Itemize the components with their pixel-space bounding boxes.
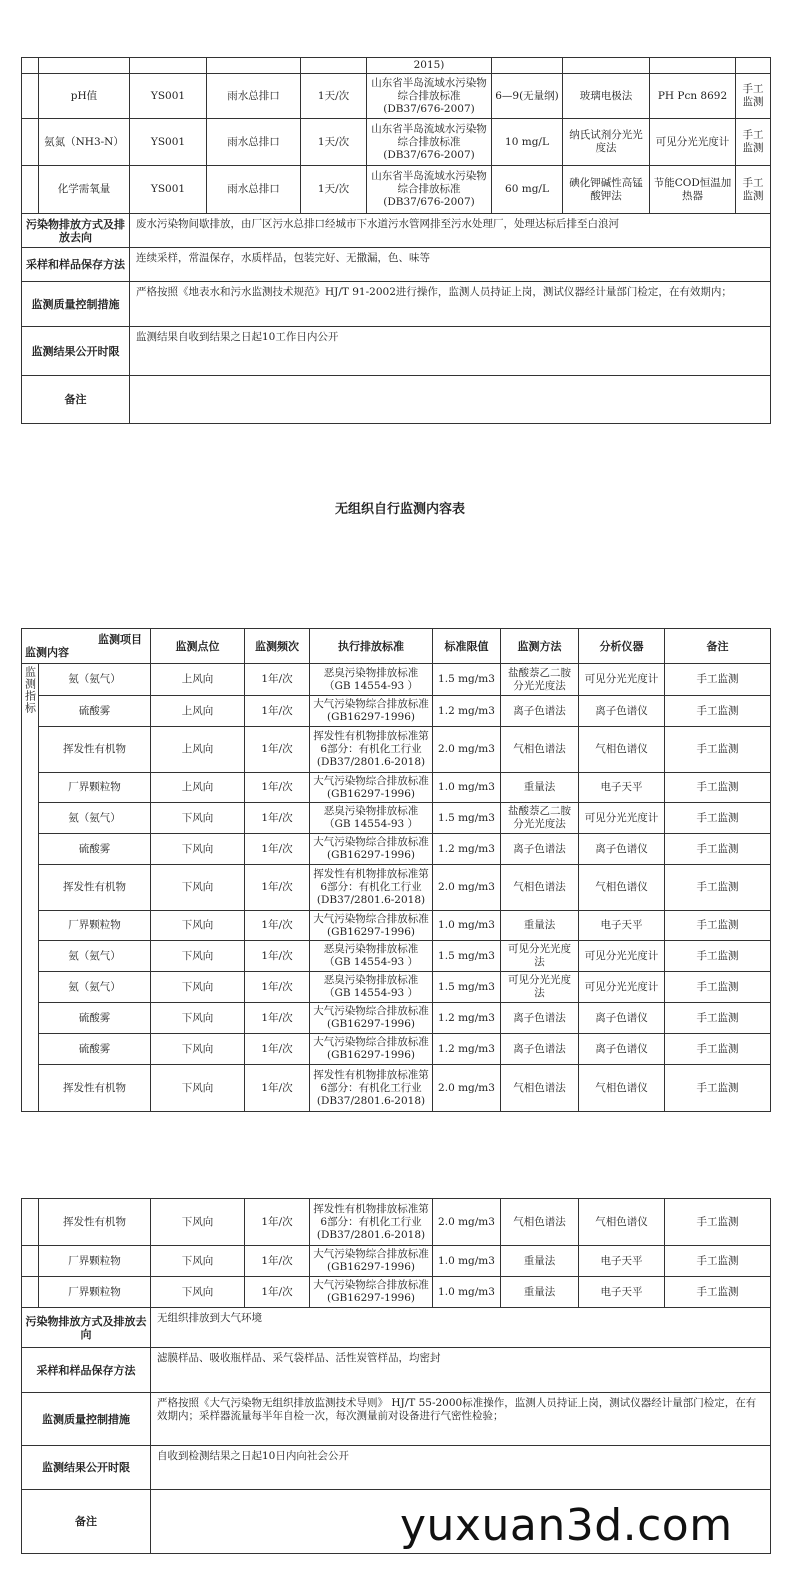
location-cell: 下风向: [151, 1246, 245, 1277]
standard-cell: 恶臭污染物排放标准（GB 14554-93 ）: [310, 803, 433, 834]
info-label: 监测结果公开时限: [22, 327, 130, 376]
location-cell: 下风向: [151, 1277, 245, 1308]
info-row: [22, 327, 771, 376]
limit-cell: 2.0 mg/m3: [433, 1199, 501, 1246]
standard-cell: 大气污染物综合排放标准(GB16297-1996): [310, 1034, 433, 1065]
instrument-cell: 可见分光光度计: [579, 941, 665, 972]
item-cell: 挥发性有机物: [39, 1199, 151, 1246]
standard-cell: 大气污染物综合排放标准(GB16297-1996): [310, 696, 433, 727]
frequency-cell: 1年/次: [245, 727, 310, 773]
standard-cell: 挥发性有机物排放标准第6部分：有机化工行业(DB37/2801.6-2018): [310, 1065, 433, 1112]
method-cell: 离子色谱法: [501, 834, 579, 865]
standard-cell: 大气污染物综合排放标准(GB16297-1996): [310, 773, 433, 803]
standard-cell: 大气污染物综合排放标准(GB16297-1996): [310, 1003, 433, 1034]
limit-cell: 1.5 mg/m3: [433, 664, 501, 696]
item-cell: 挥发性有机物: [39, 865, 151, 911]
instrument-cell: 气相色谱仪: [579, 727, 665, 773]
side-label: [22, 664, 39, 1112]
note-cell: 手工监测: [665, 1003, 771, 1034]
table-row: [22, 803, 771, 834]
side-label-text: 监测指标: [23, 666, 37, 714]
method-cell: 气相色谱法: [501, 1199, 579, 1246]
info-row: [22, 282, 771, 327]
standard-cell: 大气污染物综合排放标准(GB16297-1996): [310, 834, 433, 865]
info-row: [22, 1393, 771, 1446]
method-cell: 纳氏试剂分光光度法: [563, 119, 650, 166]
instrument-cell: 可见分光光度计: [579, 803, 665, 834]
info-row: [22, 248, 771, 282]
table-row: [22, 58, 771, 74]
table-row: [22, 664, 771, 696]
note-cell: 手工监测: [665, 664, 771, 696]
limit-cell: 6—9(无量纲): [492, 74, 563, 119]
item-cell: 氨氮（NH3-N）: [39, 119, 130, 166]
limit-cell: 2.0 mg/m3: [433, 1065, 501, 1112]
info-label: 备注: [22, 376, 130, 424]
location-cell: 下风向: [151, 834, 245, 865]
fugitive-monitoring-table: [21, 628, 771, 1112]
table-header-row: [22, 629, 771, 664]
header-method: 监测方法: [501, 629, 579, 664]
method-cell: 盐酸萘乙二胺分光光度法: [501, 803, 579, 834]
note-cell: 手工监测: [665, 865, 771, 911]
location-cell: 雨水总排口: [207, 119, 301, 166]
table-row: [22, 941, 771, 972]
limit-cell: 1.2 mg/m3: [433, 1003, 501, 1034]
note-cell: 手工监测: [665, 803, 771, 834]
standard-cell: 恶臭污染物排放标准（GB 14554-93 ）: [310, 941, 433, 972]
note-cell: 手工监测: [665, 773, 771, 803]
mode-cell: 手工监测: [736, 119, 771, 166]
location-cell: 下风向: [151, 1065, 245, 1112]
table-row: [22, 696, 771, 727]
item-cell: 厂界颗粒物: [39, 1246, 151, 1277]
limit-cell: 2.0 mg/m3: [433, 865, 501, 911]
info-label: 监测质量控制措施: [22, 1393, 151, 1446]
info-row: [22, 1308, 771, 1348]
limit-cell: 1.5 mg/m3: [433, 972, 501, 1003]
instrument-cell: 气相色谱仪: [579, 1199, 665, 1246]
info-label: 采样和样品保存方法: [22, 248, 130, 282]
info-value: 连续采样，常温保存，水质样品，包装完好、无撒漏，色、味等: [130, 248, 771, 282]
frequency-cell: 1年/次: [245, 664, 310, 696]
note-cell: 手工监测: [665, 1065, 771, 1112]
limit-cell: 1.2 mg/m3: [433, 834, 501, 865]
standard-cell: 山东省半岛流域水污染物综合排放标准(DB37/676-2007): [367, 74, 492, 119]
table-row: [22, 834, 771, 865]
info-value: 监测结果自收到结果之日起10工作日内公开: [130, 327, 771, 376]
item-cell: pH值: [39, 74, 130, 119]
header-location: 监测点位: [151, 629, 245, 664]
header-frequency: 监测频次: [245, 629, 310, 664]
frequency-cell: 1年/次: [245, 803, 310, 834]
instrument-cell: 可见分光光度计: [579, 664, 665, 696]
info-label: 采样和样品保存方法: [22, 1348, 151, 1393]
header-note: 备注: [665, 629, 771, 664]
item-cell: 氨（氨气）: [39, 664, 151, 696]
standard-cell: 大气污染物综合排放标准(GB16297-1996): [310, 1246, 433, 1277]
note-cell: 手工监测: [665, 1199, 771, 1246]
location-cell: 下风向: [151, 1199, 245, 1246]
location-cell: 下风向: [151, 1034, 245, 1065]
method-cell: 碘化钾碱性高锰酸钾法: [563, 166, 650, 214]
section-title: 无组织自行监测内容表: [334, 502, 465, 517]
note-cell: 手工监测: [665, 834, 771, 865]
fugitive-table-body: [22, 664, 771, 1112]
limit-cell: 1.0 mg/m3: [433, 1246, 501, 1277]
method-cell: 气相色谱法: [501, 727, 579, 773]
info-label: 监测结果公开时限: [22, 1446, 151, 1490]
method-cell: 气相色谱法: [501, 865, 579, 911]
header-item-top: 监测项目: [98, 633, 142, 646]
standard-cell: 挥发性有机物排放标准第6部分：有机化工行业(DB37/2801.6-2018): [310, 1199, 433, 1246]
limit-cell: 10 mg/L: [492, 119, 563, 166]
method-cell: 气相色谱法: [501, 1065, 579, 1112]
limit-cell: 60 mg/L: [492, 166, 563, 214]
instrument-cell: 节能COD恒温加热器: [650, 166, 736, 214]
info-row: [22, 214, 771, 248]
note-cell: 手工监测: [665, 1277, 771, 1308]
standard-cell: 山东省半岛流域水污染物综合排放标准(DB37/676-2007): [367, 119, 492, 166]
frequency-cell: 1年/次: [245, 696, 310, 727]
instrument-cell: 离子色谱仪: [579, 696, 665, 727]
instrument-cell: 电子天平: [579, 911, 665, 941]
location-cell: 下风向: [151, 865, 245, 911]
frequency-cell: 1天/次: [301, 119, 367, 166]
watermark: yuxuan3d.com: [400, 1500, 733, 1551]
method-cell: 离子色谱法: [501, 1003, 579, 1034]
frequency-cell: 1年/次: [245, 911, 310, 941]
location-cell: 下风向: [151, 803, 245, 834]
method-cell: 重量法: [501, 773, 579, 803]
location-cell: 雨水总排口: [207, 166, 301, 214]
location-cell: 下风向: [151, 972, 245, 1003]
frequency-cell: 1天/次: [301, 166, 367, 214]
note-cell: 手工监测: [665, 1246, 771, 1277]
info-value: 自收到检测结果之日起10日内向社会公开: [151, 1446, 771, 1490]
table-row: [22, 1003, 771, 1034]
item-cell: 挥发性有机物: [39, 1065, 151, 1112]
instrument-cell: 可见分光光度计: [650, 119, 736, 166]
item-cell: 氨（氨气）: [39, 941, 151, 972]
info-value: 严格按照《大气污染物无组织排放监测技术导则》 HJ/T 55-2000标准操作，监测人员持证上岗，测试仪器经计量部门检定，在有效期内；采样器流量每半年自检一次，每次测量前对设备进行气密性检验；: [151, 1393, 771, 1446]
table-row: [22, 1277, 771, 1308]
info-value: 严格按照《地表水和污水监测技术规范》HJ/T 91-2002进行操作，监测人员持证上岗，测试仪器经计量部门检定，在有效期内；: [130, 282, 771, 327]
note-cell: 手工监测: [665, 696, 771, 727]
method-cell: 重量法: [501, 1277, 579, 1308]
info-row: [22, 1446, 771, 1490]
note-cell: 手工监测: [665, 727, 771, 773]
location-cell: 下风向: [151, 1003, 245, 1034]
method-cell: 离子色谱法: [501, 1034, 579, 1065]
info-row: [22, 376, 771, 424]
info-label: 污染物排放方式及排放去向: [22, 1308, 151, 1348]
standard-cell: 2015): [367, 58, 492, 74]
header-standard: 执行排放标准: [310, 629, 433, 664]
table-row: [22, 911, 771, 941]
item-cell: 化学需氧量: [39, 166, 130, 214]
info-value: 废水污染物间歇排放，由厂区污水总排口经城市下水道污水管网排至污水处理厂，处理达标后排至白浪河: [130, 214, 771, 248]
limit-cell: 1.0 mg/m3: [433, 911, 501, 941]
method-cell: 可见分光光度法: [501, 972, 579, 1003]
item-cell: 厂界颗粒物: [39, 773, 151, 803]
water-monitoring-table: [21, 57, 771, 424]
item-cell: 硫酸雾: [39, 696, 151, 727]
mode-cell: 手工监测: [736, 74, 771, 119]
instrument-cell: 气相色谱仪: [579, 1065, 665, 1112]
item-cell: 厂界颗粒物: [39, 1277, 151, 1308]
location-cell: 上风向: [151, 696, 245, 727]
item-cell: 挥发性有机物: [39, 727, 151, 773]
table-row: [22, 972, 771, 1003]
frequency-cell: 1天/次: [301, 74, 367, 119]
limit-cell: 1.2 mg/m3: [433, 696, 501, 727]
method-cell: 重量法: [501, 911, 579, 941]
frequency-cell: 1年/次: [245, 1277, 310, 1308]
instrument-cell: 离子色谱仪: [579, 1003, 665, 1034]
info-label: 污染物排放方式及排放去向: [22, 214, 130, 248]
item-cell: 硫酸雾: [39, 1003, 151, 1034]
table-row: [22, 119, 771, 166]
location-cell: 上风向: [151, 664, 245, 696]
frequency-cell: 1年/次: [245, 1034, 310, 1065]
frequency-cell: 1年/次: [245, 1246, 310, 1277]
standard-cell: 挥发性有机物排放标准第6部分：有机化工行业(DB37/2801.6-2018): [310, 727, 433, 773]
header-instrument: 分析仪器: [579, 629, 665, 664]
standard-cell: 大气污染物综合排放标准(GB16297-1996): [310, 1277, 433, 1308]
limit-cell: 2.0 mg/m3: [433, 727, 501, 773]
method-cell: 玻璃电极法: [563, 74, 650, 119]
limit-cell: 1.5 mg/m3: [433, 803, 501, 834]
info-value: [130, 376, 771, 424]
instrument-cell: PH Pcn 8692: [650, 74, 736, 119]
instrument-cell: 电子天平: [579, 1277, 665, 1308]
table-row: [22, 1246, 771, 1277]
frequency-cell: 1年/次: [245, 834, 310, 865]
standard-cell: 山东省半岛流域水污染物综合排放标准(DB37/676-2007): [367, 166, 492, 214]
frequency-cell: 1年/次: [245, 773, 310, 803]
instrument-cell: 气相色谱仪: [579, 865, 665, 911]
header-item-bottom: 监测内容: [25, 646, 69, 659]
frequency-cell: 1年/次: [245, 941, 310, 972]
info-value: 无组织排放到大气环境: [151, 1308, 771, 1348]
table-row: [22, 773, 771, 803]
info-label: 监测质量控制措施: [22, 282, 130, 327]
standard-cell: 恶臭污染物排放标准（GB 14554-93 ）: [310, 664, 433, 696]
frequency-cell: 1年/次: [245, 1065, 310, 1112]
standard-cell: 恶臭污染物排放标准（GB 14554-93 ）: [310, 972, 433, 1003]
item-cell: 硫酸雾: [39, 834, 151, 865]
code-cell: YS001: [130, 166, 207, 214]
code-cell: YS001: [130, 74, 207, 119]
item-cell: 厂界颗粒物: [39, 911, 151, 941]
method-cell: 离子色谱法: [501, 696, 579, 727]
method-cell: 盐酸萘乙二胺分光光度法: [501, 664, 579, 696]
limit-cell: 1.5 mg/m3: [433, 941, 501, 972]
table-row: [22, 166, 771, 214]
frequency-cell: 1年/次: [245, 1003, 310, 1034]
standard-cell: 大气污染物综合排放标准(GB16297-1996): [310, 911, 433, 941]
table-row: [22, 727, 771, 773]
table-row: [22, 865, 771, 911]
location-cell: 上风向: [151, 773, 245, 803]
method-cell: 可见分光光度法: [501, 941, 579, 972]
location-cell: 上风向: [151, 727, 245, 773]
table-row: [22, 1199, 771, 1246]
frequency-cell: 1年/次: [245, 1199, 310, 1246]
frequency-cell: 1年/次: [245, 972, 310, 1003]
water-table-body: [22, 58, 771, 424]
limit-cell: 1.2 mg/m3: [433, 1034, 501, 1065]
frequency-cell: 1年/次: [245, 865, 310, 911]
instrument-cell: 可见分光光度计: [579, 972, 665, 1003]
standard-cell: 挥发性有机物排放标准第6部分：有机化工行业(DB37/2801.6-2018): [310, 865, 433, 911]
limit-cell: 1.0 mg/m3: [433, 1277, 501, 1308]
header-limit: 标准限值: [433, 629, 501, 664]
table-row: [22, 1065, 771, 1112]
info-value: 滤膜样品、吸收瓶样品、采气袋样品、活性炭管样品，均密封: [151, 1348, 771, 1393]
item-cell: 氨（氨气）: [39, 803, 151, 834]
item-cell: 氨（氨气）: [39, 972, 151, 1003]
instrument-cell: 离子色谱仪: [579, 834, 665, 865]
code-cell: YS001: [130, 119, 207, 166]
info-row: [22, 1348, 771, 1393]
instrument-cell: 电子天平: [579, 1246, 665, 1277]
location-cell: 下风向: [151, 911, 245, 941]
note-cell: 手工监测: [665, 911, 771, 941]
instrument-cell: 离子色谱仪: [579, 1034, 665, 1065]
note-cell: 手工监测: [665, 972, 771, 1003]
table-row: [22, 1034, 771, 1065]
info-label: 备注: [22, 1490, 151, 1554]
mode-cell: 手工监测: [736, 166, 771, 214]
item-cell: 硫酸雾: [39, 1034, 151, 1065]
instrument-cell: 电子天平: [579, 773, 665, 803]
method-cell: 重量法: [501, 1246, 579, 1277]
note-cell: 手工监测: [665, 1034, 771, 1065]
limit-cell: 1.0 mg/m3: [433, 773, 501, 803]
note-cell: 手工监测: [665, 941, 771, 972]
table-row: [22, 74, 771, 119]
location-cell: 雨水总排口: [207, 74, 301, 119]
location-cell: 下风向: [151, 941, 245, 972]
header-item-content: [22, 629, 151, 664]
